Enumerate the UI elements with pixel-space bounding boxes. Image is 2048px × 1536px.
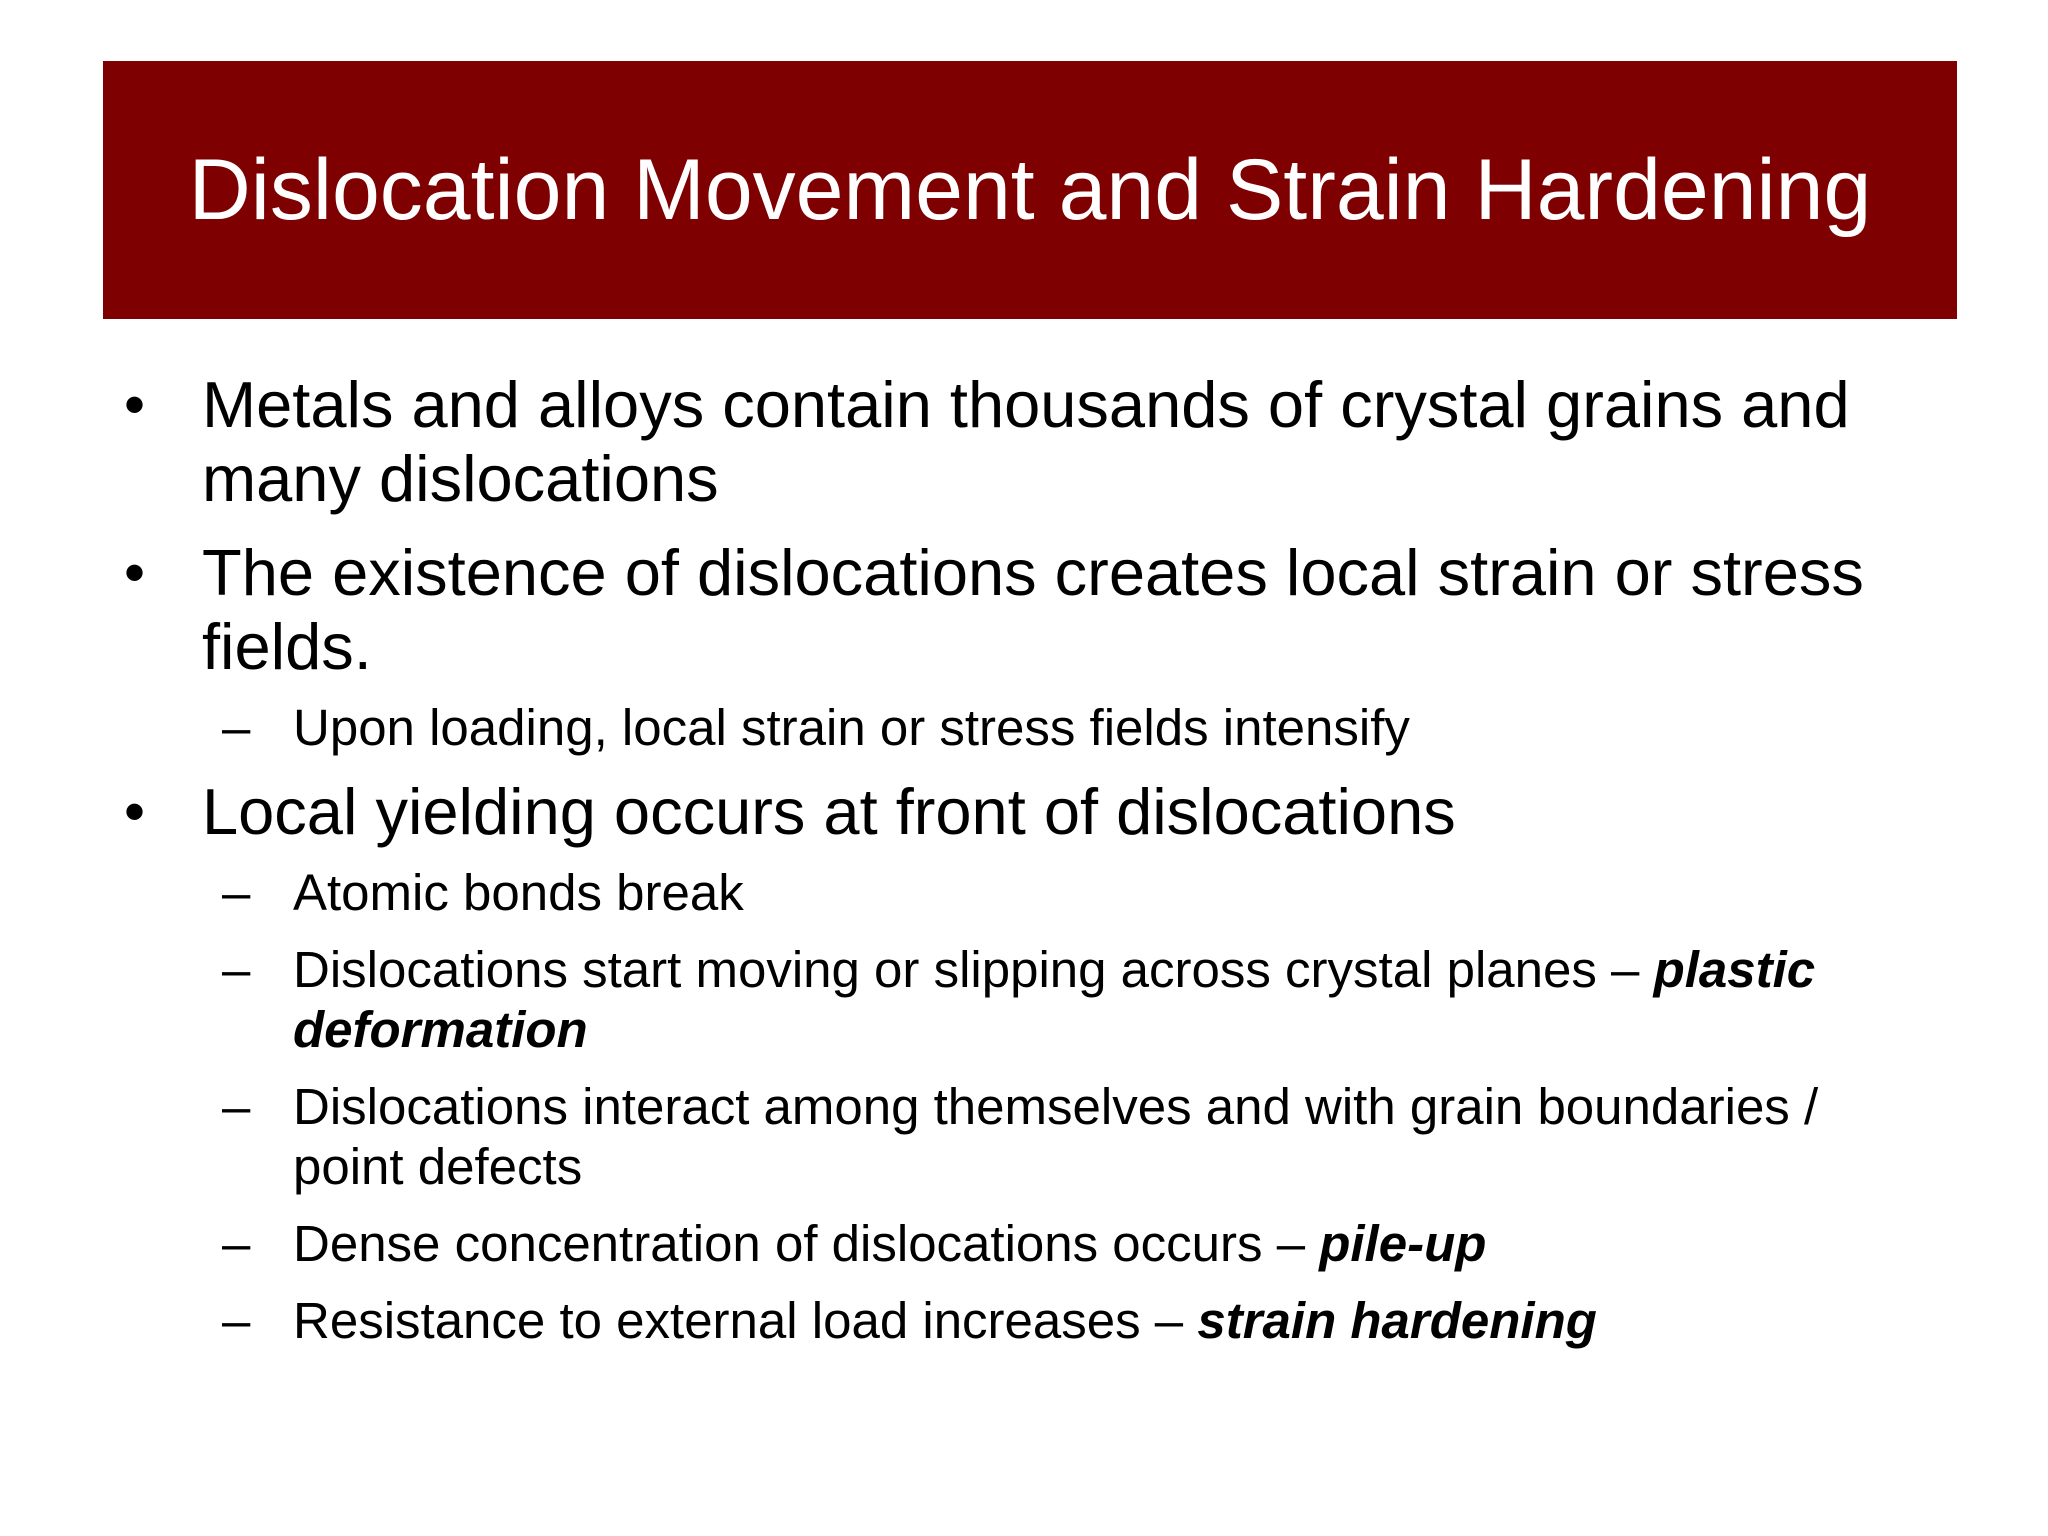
- sub-bullet-item: [120, 1214, 1940, 1274]
- bullet-item: [120, 536, 1940, 684]
- emphasis-term: pile-up: [1319, 1215, 1487, 1272]
- bullet-text: The existence of dislocations creates local strain or stress fields.: [202, 536, 1864, 683]
- sub-bullet-item: [120, 1077, 1940, 1197]
- sub-bullet-item: [120, 863, 1940, 923]
- emphasis-term: strain hardening: [1197, 1292, 1597, 1349]
- sub-bullet-list: [120, 863, 1940, 1351]
- bullet-icon: •: [124, 539, 146, 606]
- sub-bullet-text: Dislocations interact among themselves and with grain boundaries / point defects: [293, 1078, 1819, 1195]
- dash-icon: –: [222, 1215, 251, 1272]
- bullet-text: Local yielding occurs at front of dislocations: [202, 775, 1456, 848]
- dash-icon: –: [222, 699, 251, 756]
- bullet-text: Metals and alloys contain thousands of crystal grains and many dislocations: [202, 368, 1850, 515]
- sub-bullet-text: Upon loading, local strain or stress fields intensify: [293, 699, 1410, 756]
- dash-icon: –: [222, 941, 251, 998]
- sub-bullet-text: Dense concentration of dislocations occurs –: [293, 1215, 1320, 1272]
- emphasis-term: plastic deformation: [293, 941, 1816, 1058]
- title-bar: [103, 61, 1957, 319]
- bullet-item: [120, 775, 1940, 849]
- sub-bullet-item: [120, 1291, 1940, 1351]
- dash-icon: –: [222, 864, 251, 921]
- bullet-icon: •: [124, 371, 146, 438]
- bullet-item: [120, 368, 1940, 516]
- slide-title: Dislocation Movement and Strain Hardening: [188, 142, 1872, 238]
- sub-bullet-item: [120, 940, 1940, 1060]
- sub-bullet-text: Dislocations start moving or slipping across crystal planes –: [293, 941, 1654, 998]
- dash-icon: –: [222, 1078, 251, 1135]
- bullet-icon: •: [124, 778, 146, 845]
- sub-bullet-item: [120, 698, 1940, 758]
- sub-bullet-list: [120, 698, 1940, 758]
- dash-icon: –: [222, 1292, 251, 1349]
- sub-bullet-text: Resistance to external load increases –: [293, 1292, 1198, 1349]
- slide-content: [120, 368, 1940, 1368]
- sub-bullet-text: Atomic bonds break: [293, 864, 744, 921]
